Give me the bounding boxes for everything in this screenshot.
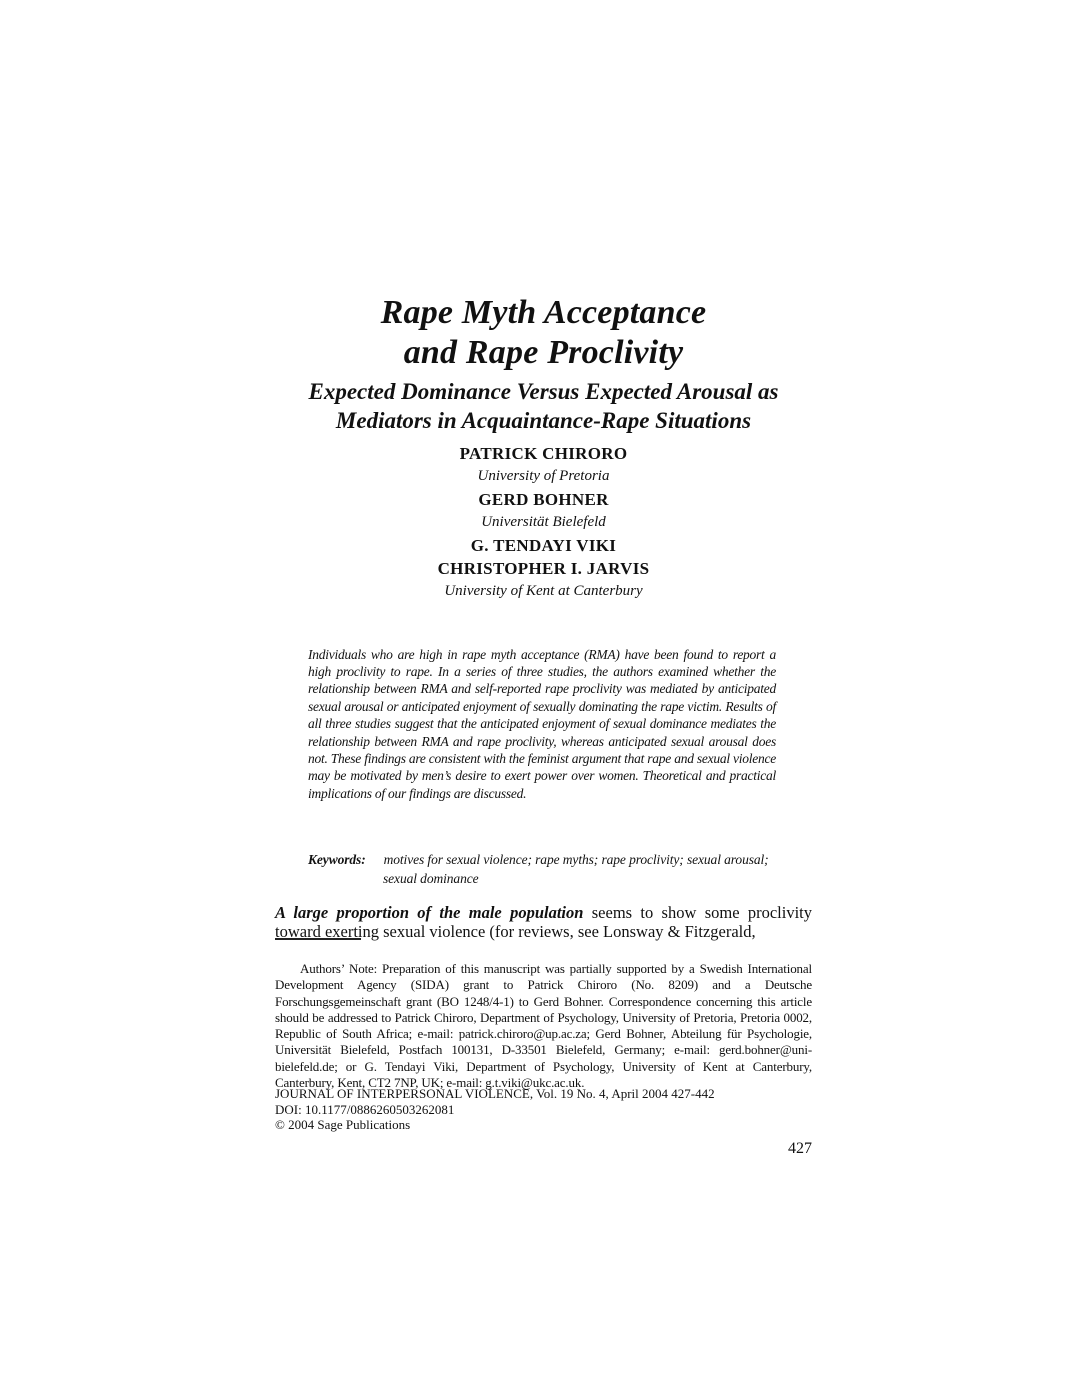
author-name: CHRISTOPHER I. JARVIS bbox=[437, 559, 650, 578]
footnote-divider bbox=[275, 938, 361, 940]
author-name: GERD BOHNER bbox=[478, 490, 609, 509]
author-name: G. TENDAYI VIKI bbox=[470, 536, 617, 555]
authors-block bbox=[275, 442, 812, 603]
authors-note-footnote: Authors’ Note: Preparation of this manuscript was partially supported by a Swedish International Development Agency (SIDA) grant to Patrick Chiroro (No. 8209) and a Deutsche Forschungsgemeinschaft grant (BO 1248/4-1) to Gerd Bohner. Correspondence concerning this article should be addressed to Patrick Chiroro, Department of Psychology, University of Pretoria, Pretoria 0002, Republic of South Africa; e-mail: patrick.chiroro@up.ac.za; Gerd Bohner, Abteilung für Psychologie, Universität Bielefeld, Postfach 100131, D-33501 Bielefeld, Germany; e-mail: gerd.bohner@uni-bielefeld.de; or G. Tendayi Viki, Department of Psychology, University of Kent at Canterbury, Canterbury, Kent, CT2 7NP, UK; e-mail: g.t.viki@ukc.ac.uk. bbox=[275, 961, 812, 1091]
author-affiliation: Universität Bielefeld bbox=[481, 514, 606, 530]
page-number: 427 bbox=[788, 1140, 812, 1157]
author-affiliation: University of Pretoria bbox=[477, 468, 610, 484]
journal-doi-line: DOI: 10.1177/0886260503262081 bbox=[275, 1101, 455, 1117]
article-subtitle-line2: Mediators in Acquaintance-Rape Situations bbox=[335, 408, 752, 434]
keywords bbox=[308, 850, 776, 888]
author-name: PATRICK CHIRORO bbox=[459, 444, 628, 463]
keywords-label: Keywords: bbox=[308, 851, 366, 867]
author-group bbox=[275, 442, 812, 488]
keywords-text: motives for sexual violence; rape myths; rape proclivity; sexual arousal; sexual dominance bbox=[383, 851, 769, 886]
article-title-line2: and Rape Proclivity bbox=[403, 333, 684, 371]
article-subtitle-line1: Expected Dominance Versus Expected Arousal as bbox=[308, 379, 779, 405]
article-subtitle bbox=[275, 377, 812, 435]
article-title bbox=[275, 293, 812, 373]
article-title-line1: Rape Myth Acceptance bbox=[380, 293, 707, 331]
body-paragraph bbox=[275, 903, 812, 942]
author-affiliation: University of Kent at Canterbury bbox=[444, 583, 643, 599]
journal-imprint bbox=[275, 1086, 812, 1133]
text-column bbox=[275, 0, 812, 1400]
journal-citation-line: JOURNAL OF INTERPERSONAL VIOLENCE, Vol. 19 No. 4, April 2004 427-442 bbox=[275, 1086, 715, 1101]
body-continuation: seems to show some proclivity toward exerting sexual violence (for reviews, see Lonsway & Fitzgerald, bbox=[275, 902, 812, 941]
journal-copyright-line: © 2004 Sage Publications bbox=[275, 1117, 411, 1132]
author-group bbox=[275, 488, 812, 534]
abstract: Individuals who are high in rape myth acceptance (RMA) have been found to report a high proclivity to rape. In a series of three studies, the authors examined whether the relationship between RMA and self-reported rape proclivity was mediated by anticipated sexual arousal or anticipated enjoyment of sexually dominating the rape victim. Results of all three studies suggest that the anticipated enjoyment of sexual dominance mediates the relationship between RMA and rape proclivity, whereas anticipated sexual arousal does not. These findings are consistent with the feminist argument that rape and sexual violence may be motivated by men’s desire to exert power over women. Theoretical and practical implications of our findings are discussed. bbox=[308, 646, 776, 801]
author-group bbox=[275, 534, 812, 603]
body-lead-in: A large proportion of the male population bbox=[275, 902, 584, 922]
